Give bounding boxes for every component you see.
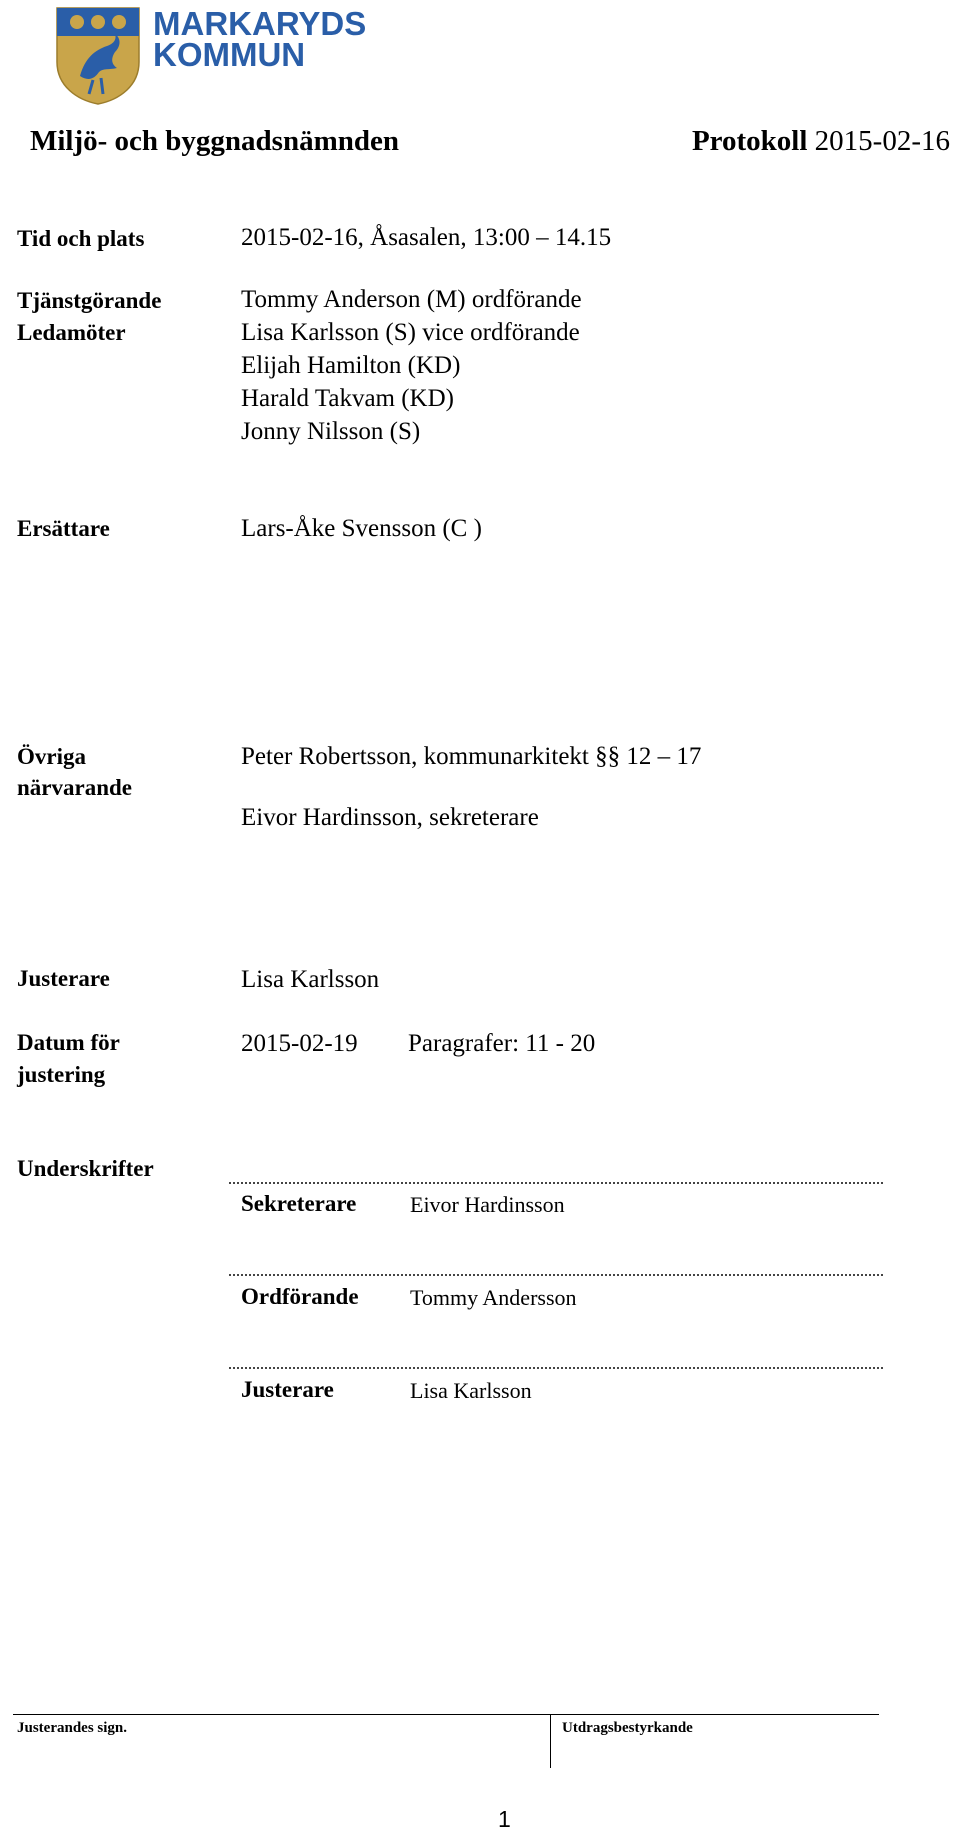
datum-label: Datum för: [17, 1030, 120, 1055]
ledamot-3: Elijah Hamilton (KD): [241, 352, 461, 379]
tjanstgorande-label: Tjänstgörande: [17, 288, 162, 313]
committee-title: Miljö- och byggnadsnämnden: [30, 125, 400, 157]
datum-value: 2015-02-19: [241, 1030, 358, 1057]
ledamoter-label: Ledamöter: [17, 320, 126, 345]
signature-name-2: Tommy Andersson: [410, 1285, 577, 1310]
signature-line-2: [229, 1274, 883, 1276]
ledamot-2: Lisa Karlsson (S) vice ordförande: [241, 319, 580, 346]
justerare-label: Justerare: [17, 966, 110, 991]
paragrafer: [408, 1030, 595, 1058]
paragrafer-value: 11 - 20: [525, 1030, 596, 1057]
signature-line-3: [229, 1367, 883, 1369]
ovriga-label: Övriga: [17, 744, 86, 769]
protocol-label: Protokoll: [691, 125, 808, 157]
signature-role-2: Ordförande: [241, 1284, 359, 1309]
footer-utdragsbestyrkande: Utdragsbestyrkande: [562, 1720, 693, 1736]
underskrifter-label: Underskrifter: [17, 1156, 154, 1181]
justerare-value: Lisa Karlsson: [241, 966, 380, 993]
footer-justerandes-sign: Justerandes sign.: [17, 1720, 128, 1736]
narvarande-label: närvarande: [17, 775, 132, 800]
page-number: 1: [498, 1806, 511, 1832]
logo-line-2: KOMMUN: [153, 36, 306, 73]
protocol-heading: [692, 125, 950, 158]
coat-of-arms-icon: [55, 6, 141, 106]
signature-name-3: Lisa Karlsson: [410, 1378, 532, 1403]
protocol-date: 2015-02-16: [814, 125, 950, 157]
ersattare-value: Lars-Åke Svensson (C ): [241, 515, 482, 542]
logo-line-1: MARKARYDS: [153, 5, 367, 42]
footer-divider: [550, 1714, 551, 1768]
signature-role-3: Justerare: [241, 1377, 334, 1402]
signature-line-1: [229, 1182, 883, 1184]
signature-role-1: Sekreterare: [241, 1191, 357, 1216]
ovriga-person-2: Eivor Hardinsson, sekreterare: [241, 804, 539, 831]
paragrafer-label: Paragrafer:: [408, 1030, 520, 1057]
signature-name-1: Eivor Hardinsson: [410, 1192, 565, 1217]
ledamot-1: Tommy Anderson (M) ordförande: [241, 286, 582, 313]
footer-rule: [13, 1714, 879, 1715]
tid-value: 2015-02-16, Åsasalen, 13:00 – 14.15: [241, 224, 612, 251]
ledamot-4: Harald Takvam (KD): [241, 385, 454, 412]
ovriga-person-1: Peter Robertsson, kommunarkitekt §§ 12 – 17: [241, 743, 702, 770]
ersattare-label: Ersättare: [17, 516, 110, 541]
tid-label: Tid och plats: [17, 226, 145, 251]
municipality-logo: [55, 6, 385, 106]
justering-label: justering: [17, 1062, 106, 1087]
ledamot-5: Jonny Nilsson (S): [241, 418, 421, 445]
